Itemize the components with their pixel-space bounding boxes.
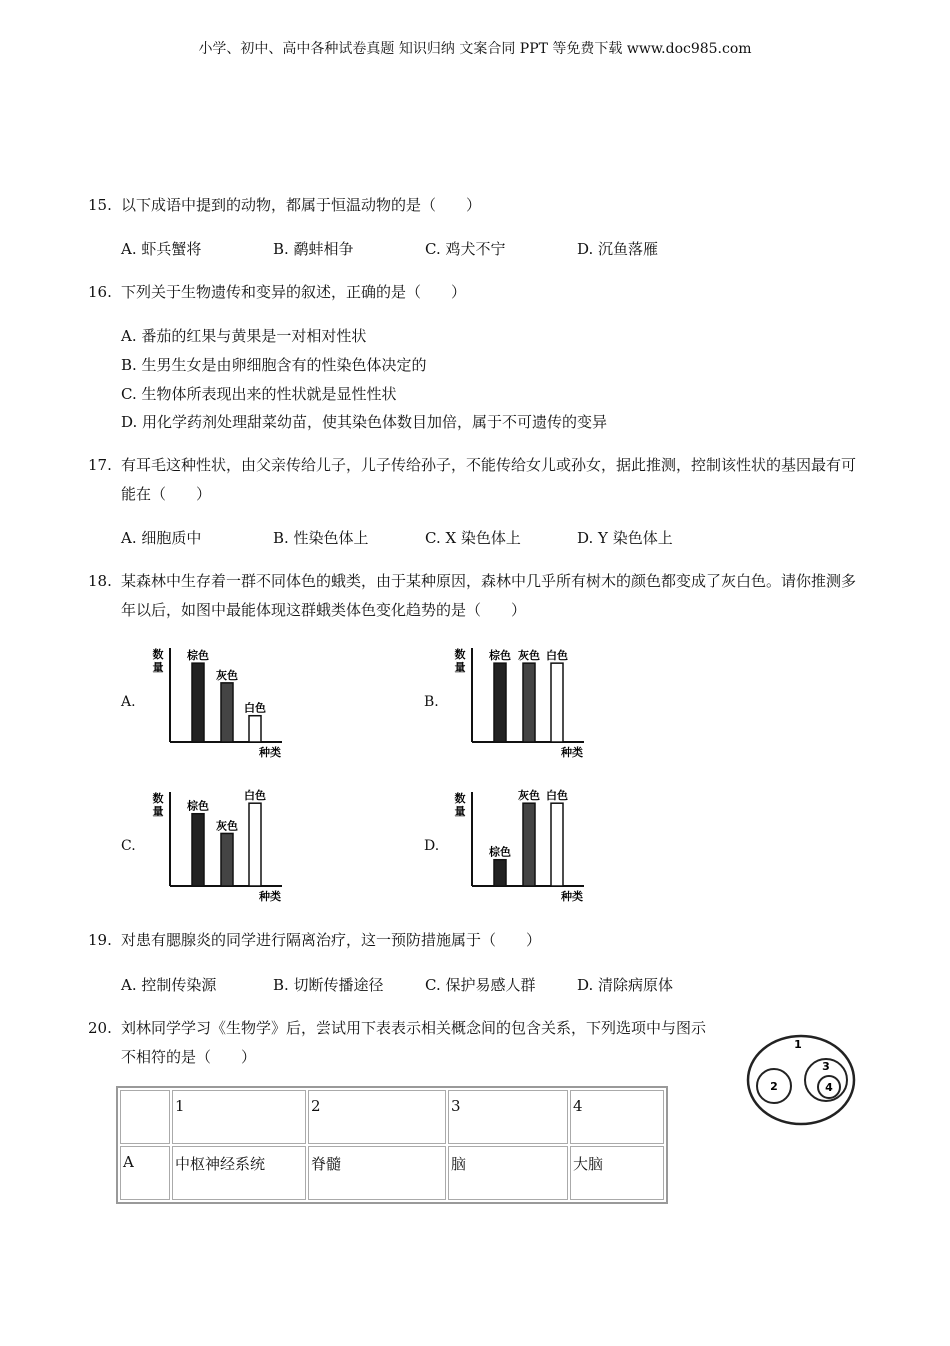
- table-cell: 4: [570, 1090, 664, 1144]
- bar-chart-a: [150, 642, 290, 760]
- question-17: [88, 451, 868, 509]
- question-20: [88, 1014, 713, 1072]
- x-axis-label: 种类: [561, 890, 583, 903]
- option-d: D. 清除病原体: [577, 976, 674, 994]
- diagram-label-4: 4: [825, 1081, 833, 1094]
- bar-2: [221, 833, 233, 886]
- chart-option-label: B.: [424, 694, 439, 710]
- option-b: B. 生男生女是由卵细胞含有的性染色体决定的: [121, 356, 427, 374]
- page-header: 小学、初中、高中各种试卷真题 知识归纳 文案合同 PPT 等免费下载 www.doc985.com: [198, 41, 752, 57]
- table-cell: [120, 1090, 170, 1144]
- question-15: [88, 191, 868, 220]
- bar-label: 白色: [244, 701, 266, 715]
- y-axis-label: 数: [454, 792, 466, 805]
- bar-label: 白色: [546, 789, 568, 803]
- bar-chart-c: [150, 786, 290, 904]
- bar-label: 棕色: [489, 649, 511, 663]
- table-cell: 2: [308, 1090, 446, 1144]
- q15-options: [121, 238, 729, 259]
- bar-1: [192, 663, 204, 742]
- y-axis-label: 数: [152, 648, 164, 661]
- question-text: 刘林同学学习《生物学》后，尝试用下表表示相关概念间的包含关系，下列选项中与图示不相符的是（ ）: [121, 1019, 707, 1066]
- option-b: B. 鹬蚌相争: [273, 240, 354, 258]
- y-axis-label: 数: [454, 648, 466, 661]
- option-d: D. 沉鱼落雁: [577, 240, 659, 258]
- table-cell: 大脑: [570, 1146, 664, 1200]
- option-d: D. 用化学药剂处理甜菜幼苗，使其染色体数目加倍，属于不可遗传的变异: [121, 413, 608, 431]
- question-18: [88, 567, 868, 625]
- bar-3: [249, 716, 261, 742]
- bar-2: [523, 803, 535, 886]
- table-cell: 中枢神经系统: [172, 1146, 306, 1200]
- option-d: D. Y 染色体上: [577, 529, 673, 547]
- question-text: 下列关于生物遗传和变异的叙述，正确的是（ ）: [121, 283, 467, 301]
- bar-chart-d: [452, 786, 592, 904]
- bar-3: [249, 803, 261, 886]
- bar-label: 白色: [546, 649, 568, 663]
- table-row: [120, 1146, 664, 1200]
- question-number: 18.: [88, 572, 112, 590]
- bar-label: 灰色: [518, 789, 540, 803]
- option-a: A. 虾兵蟹将: [121, 240, 202, 258]
- x-axis-label: 种类: [259, 890, 281, 903]
- bar-3: [551, 803, 563, 886]
- bar-label: 灰色: [216, 668, 238, 682]
- x-axis-label: 种类: [561, 746, 583, 759]
- concept-table: [116, 1086, 668, 1204]
- bar-chart-b: [452, 642, 592, 760]
- bar-label: 灰色: [518, 649, 540, 663]
- bar-label: 白色: [244, 789, 266, 803]
- question-number: 20.: [88, 1019, 112, 1037]
- inclusion-diagram: [744, 1030, 860, 1130]
- y-axis-label: 数: [152, 792, 164, 805]
- question-number: 15.: [88, 196, 112, 214]
- table-cell: 脑: [448, 1146, 568, 1200]
- question-16: [88, 278, 868, 307]
- diagram-label-3: 3: [822, 1060, 830, 1073]
- y-axis-label: 量: [152, 661, 164, 674]
- question-19: [88, 926, 868, 955]
- diagram-label-2: 2: [770, 1080, 778, 1093]
- option-c: C. 鸡犬不宁: [425, 240, 506, 258]
- question-number: 16.: [88, 283, 112, 301]
- bar-2: [221, 683, 233, 742]
- bar-label: 棕色: [187, 649, 209, 663]
- question-text: 对患有腮腺炎的同学进行隔离治疗，这一预防措施属于（ ）: [121, 931, 542, 949]
- y-axis-label: 量: [152, 805, 164, 818]
- bar-label: 棕色: [489, 845, 511, 859]
- table-cell: A: [120, 1146, 170, 1200]
- q17-options: [121, 527, 729, 548]
- chart-option-label: D.: [424, 838, 440, 854]
- table-cell: 脊髓: [308, 1146, 446, 1200]
- y-axis-label: 量: [454, 805, 466, 818]
- question-number: 19.: [88, 931, 112, 949]
- question-text: 以下成语中提到的动物，都属于恒温动物的是（ ）: [121, 196, 482, 214]
- option-b: B. 切断传播途径: [273, 976, 384, 994]
- x-axis-label: 种类: [259, 746, 281, 759]
- bar-label: 棕色: [187, 799, 209, 813]
- bar-1: [494, 663, 506, 742]
- bar-1: [192, 814, 204, 886]
- q19-options: [121, 974, 729, 995]
- question-text: 某森林中生存着一群不同体色的蛾类，由于某种原因，森林中几乎所有树木的颜色都变成了灰白色。请你推测多年以后，如图中最能体现这群蛾类体色变化趋势的是（ ）: [121, 572, 857, 619]
- diagram-label-1: 1: [794, 1038, 802, 1051]
- table-cell: 1: [172, 1090, 306, 1144]
- question-text: 有耳毛这种性状，由父亲传给儿子，儿子传给孙子，不能传给女儿或孙女，据此推测，控制该性状的基因最有可能在（ ）: [121, 456, 857, 503]
- bar-label: 灰色: [216, 819, 238, 833]
- option-a: A. 番茄的红果与黄果是一对相对性状: [121, 327, 367, 345]
- bar-3: [551, 663, 563, 742]
- option-c: C. 生物体所表现出来的性状就是显性性状: [121, 385, 397, 403]
- question-number: 17.: [88, 456, 112, 474]
- table-header-row: [120, 1090, 664, 1144]
- bar-2: [523, 663, 535, 742]
- option-c: C. X 染色体上: [425, 529, 521, 547]
- table-cell: 3: [448, 1090, 568, 1144]
- chart-option-label: C.: [121, 838, 136, 854]
- option-a: A. 细胞质中: [121, 529, 202, 547]
- option-c: C. 保护易感人群: [425, 976, 536, 994]
- y-axis-label: 量: [454, 661, 466, 674]
- chart-option-label: A.: [121, 694, 136, 710]
- bar-1: [494, 860, 506, 886]
- option-a: A. 控制传染源: [121, 976, 217, 994]
- option-b: B. 性染色体上: [273, 529, 369, 547]
